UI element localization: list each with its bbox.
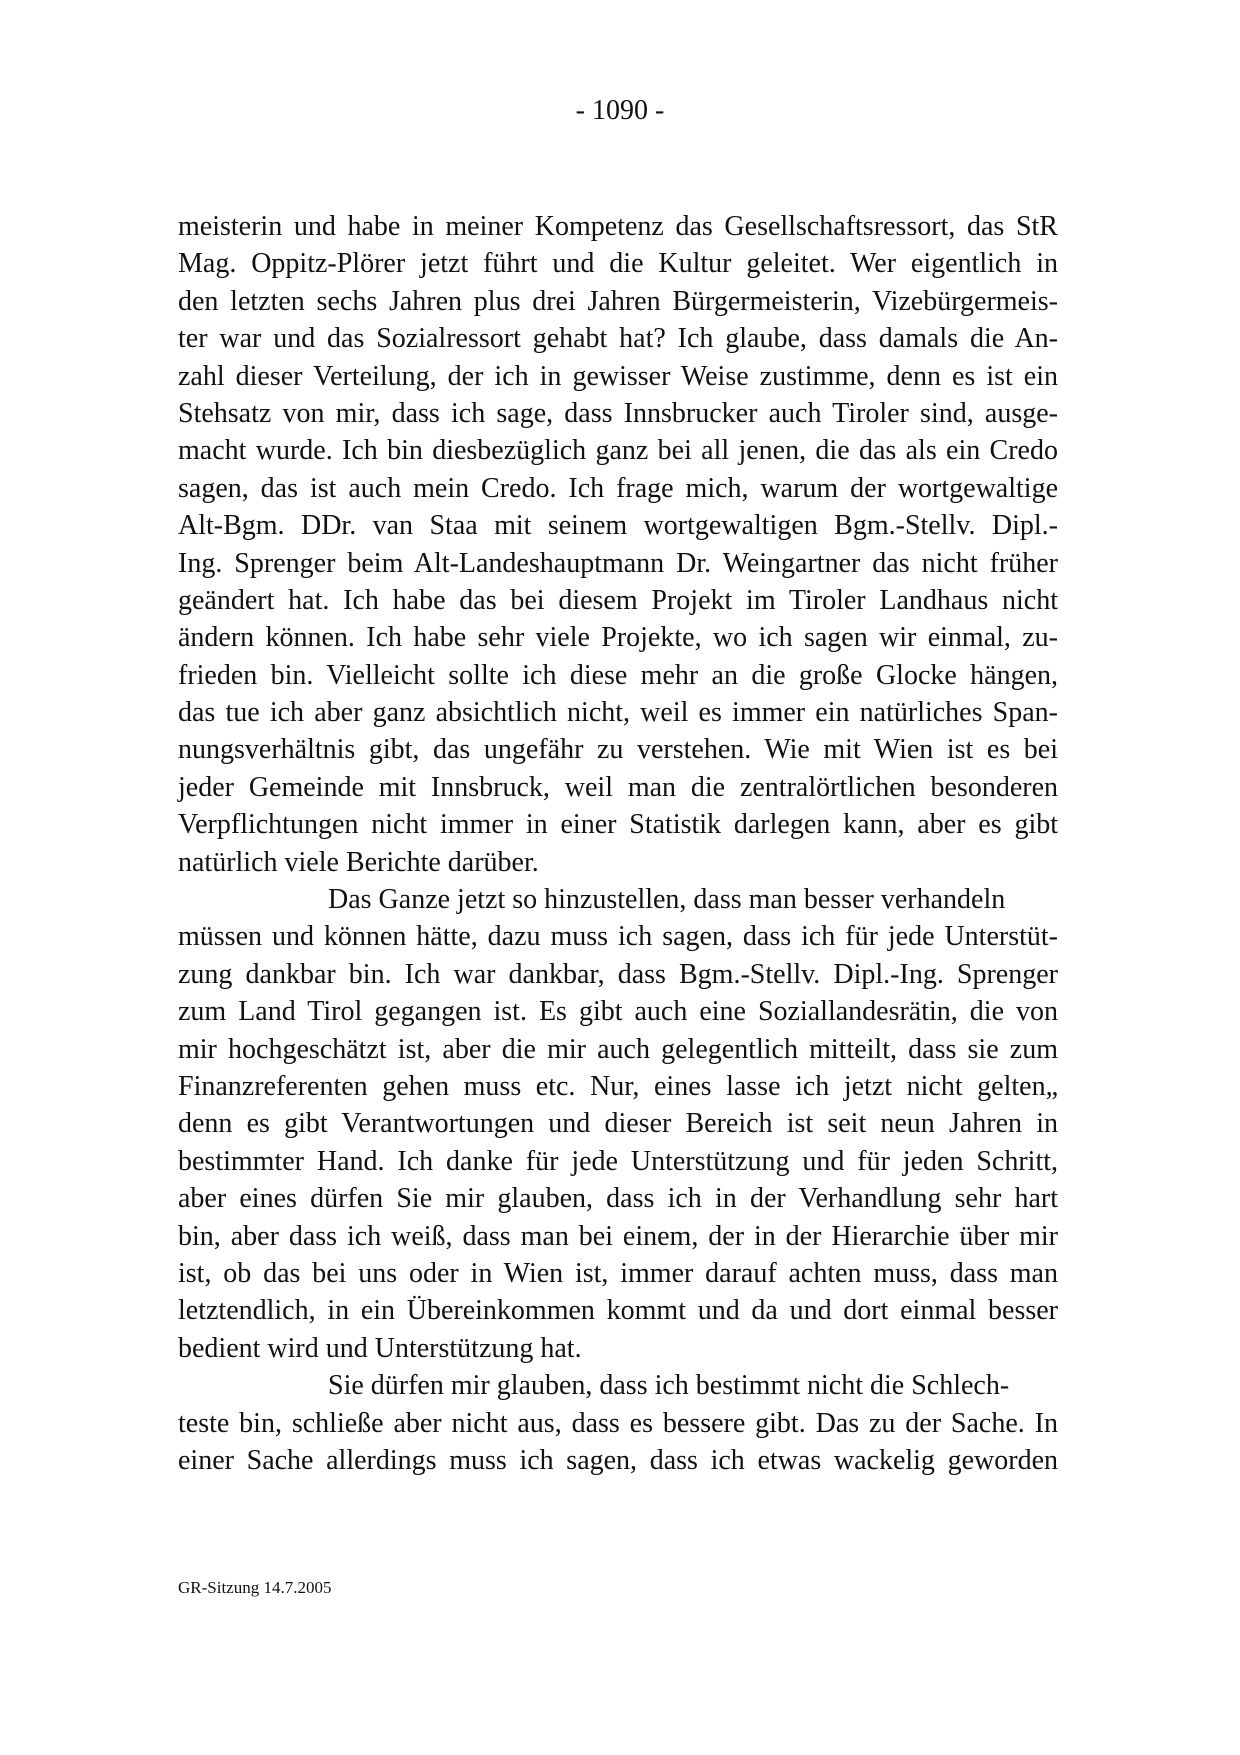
text-line: sagen, das ist auch mein Credo. Ich frage mich, warum der wortgewaltige bbox=[178, 472, 1058, 504]
paragraph-1 bbox=[178, 208, 1058, 881]
text-line: Finanzreferenten gehen muss etc. Nur, eines lasse ich jetzt nicht gelten„ bbox=[178, 1070, 1058, 1102]
text-line: aber eines dürfen Sie mir glauben, dass ich in der Verhandlung sehr hart bbox=[178, 1183, 1058, 1215]
text-line: einer Sache allerdings muss ich sagen, dass ich etwas wackelig geworden bbox=[178, 1444, 1058, 1476]
text-line: bin, aber dass ich weiß, dass man bei einem, der in der Hierarchie über mir bbox=[178, 1220, 1058, 1252]
text-line: meisterin und habe in meiner Kompetenz das Gesellschaftsressort, das StR bbox=[178, 211, 1058, 242]
text-line: Verpflichtungen nicht immer in einer Statistik darlegen kann, aber es gibt bbox=[178, 809, 1058, 841]
paragraph-2 bbox=[178, 881, 1058, 1367]
text-line: ist, ob das bei uns oder in Wien ist, immer darauf achten muss, dass man bbox=[178, 1257, 1058, 1289]
text-line: geändert hat. Ich habe das bei diesem Projekt im Tiroler Landhaus nicht bbox=[178, 584, 1058, 616]
text-line: müssen und können hätte, dazu muss ich sagen, dass ich für jede Unterstüt- bbox=[178, 921, 1058, 953]
footer-session-date: GR-Sitzung 14.7.2005 bbox=[178, 1578, 332, 1597]
text-line: Ing. Sprenger beim Alt-Landeshauptmann Dr. Weingartner das nicht früher bbox=[178, 547, 1058, 579]
text-line: das tue ich aber ganz absichtlich nicht, weil es immer ein natürliches Span- bbox=[178, 697, 1058, 729]
paragraph-3 bbox=[178, 1367, 1058, 1479]
text-line: frieden bin. Vielleicht sollte ich diese mehr an die große Glocke hängen, bbox=[178, 659, 1058, 691]
text-line: bestimmter Hand. Ich danke für jede Unterstützung und für jeden Schritt, bbox=[178, 1145, 1058, 1177]
text-line: Stehsatz von mir, dass ich sage, dass Innsbrucker auch Tiroler sind, ausge- bbox=[178, 397, 1058, 429]
text-line: zung dankbar bin. Ich war dankbar, dass Bgm.-Stellv. Dipl.-Ing. Sprenger bbox=[178, 958, 1058, 990]
text-line: ändern können. Ich habe sehr viele Projekte, wo ich sagen wir einmal, zu- bbox=[178, 622, 1058, 654]
text-line: letztendlich, in ein Übereinkommen kommt und da und dort einmal besser bbox=[178, 1295, 1058, 1327]
text-line: jeder Gemeinde mit Innsbruck, weil man die zentralörtlichen besonderen bbox=[178, 771, 1058, 803]
body-text bbox=[178, 208, 1058, 1479]
text-line: zahl dieser Verteilung, der ich in gewisser Weise zustimme, denn es ist ein bbox=[178, 360, 1058, 392]
text-line: Mag. Oppitz-Plörer jetzt führt und die Kultur geleitet. Wer eigentlich in bbox=[178, 248, 1058, 280]
text-line: denn es gibt Verantwortungen und dieser Bereich ist seit neun Jahren in bbox=[178, 1108, 1058, 1140]
text-line: bedient wird und Unterstützung hat. bbox=[178, 1332, 582, 1364]
text-line: nungsverhältnis gibt, das ungefähr zu verstehen. Wie mit Wien ist es bei bbox=[178, 734, 1058, 766]
text-line: Alt-Bgm. DDr. van Staa mit seinem wortgewaltigen Bgm.-Stellv. Dipl.- bbox=[178, 510, 1058, 542]
text-line: den letzten sechs Jahren plus drei Jahren Bürgermeisterin, Vizebürgermeis- bbox=[178, 285, 1058, 317]
text-line: macht wurde. Ich bin diesbezüglich ganz bei all jenen, die das als ein Credo bbox=[178, 435, 1058, 467]
text-line: ter war und das Sozialressort gehabt hat? Ich glaube, dass damals die An- bbox=[178, 323, 1058, 355]
text-line: natürlich viele Berichte darüber. bbox=[178, 846, 539, 878]
page-number: - 1090 - bbox=[575, 95, 665, 126]
text-line: mir hochgeschätzt ist, aber die mir auch gelegentlich mitteilt, dass sie zum bbox=[178, 1033, 1058, 1065]
text-line: Das Ganze jetzt so hinzustellen, dass man besser verhandeln bbox=[328, 884, 1006, 916]
text-line: zum Land Tirol gegangen ist. Es gibt auch eine Soziallandesrätin, die von bbox=[178, 996, 1058, 1028]
text-line: Sie dürfen mir glauben, dass ich bestimmt nicht die Schlech- bbox=[328, 1370, 1010, 1402]
text-line: teste bin, schließe aber nicht aus, dass es bessere gibt. Das zu der Sache. In bbox=[178, 1407, 1058, 1439]
